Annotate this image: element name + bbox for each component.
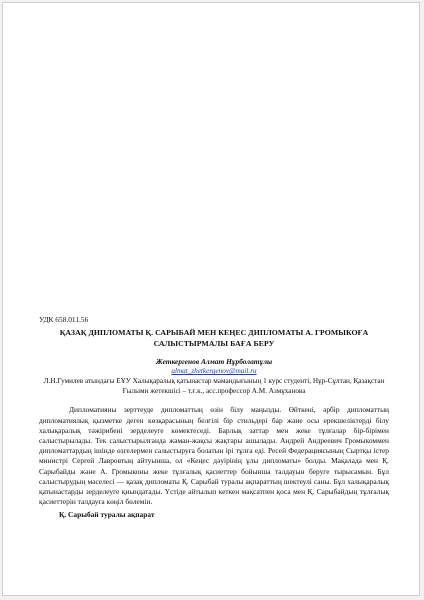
- author-name: Жеткергенов Алмат Нұрболатұлы: [155, 357, 273, 367]
- body-paragraph: Дипломатияны зерттеуде дипломаттың өзін білу маңызды. Өйткені, әрбір дипломаттың дипломатиялық қызметке деген көзқарасының белгілі бір стильдері бар және осы ерекшеліктерді білу халықаралық тәжірибені зерделеуге көмектеседі. Барлық заттар мен жеке тұлғалар бір-бірімен салыстырылады. Тек салыстырылғанда жаман-жақсы жақтары ашылады. Андрей Андреевич Громыкоммен дипломаттардың ішінде өзгелермен салыстыруға болатын ірі тұлға еді. Ресей Федерациясының Сыртқы істер министрі Сергей Лавровтың айтуынша, ол «Кеңес дәуірінің ұлы дипломаты» болды. Мақалада мен Қ. Сарыбайды және А. Громыконы жеке тұлғалық қасиеттер бойынша талдауын беруге тырысамын. Бұл салыстырудың мәселесі — қазақ дипломаты Қ. Сарыбай туралы ақпараттың шектеулі саны. Бұл халықаралық қатынастарды зерделеуге қиындатады. Үстіде айтылып кеткен мақсатпен қоса мен Қ. Сарыбайдың тұлғалық қасиеттерін талдауға көңіл бөлемін.: [39, 405, 389, 507]
- udk-code: УДК 658.011.56: [39, 315, 89, 324]
- author-block: [39, 357, 389, 397]
- document-content: [39, 315, 389, 521]
- paper-title: ҚАЗАҚ ДИПЛОМАТЫ Қ. САРЫБАЙ МЕН КЕҢЕС ДИПЛОМАТЫ А. ГРОМЫКОҒА САЛЫСТЫРМАЛЫ БАҒА БЕРУ: [59, 328, 369, 348]
- section-heading: Қ. Сарыбай туралы ақпарат: [59, 510, 155, 520]
- document-page: [2, 2, 420, 596]
- supervisor-line: Ғылыми жетекшісі – т.ғ.к., асс.профессор А.М. Азмұханова: [122, 387, 306, 396]
- author-affiliation: Л.Н.Гумилев атындағы ЕҰУ Халықаралық қатынастар мамандығының 1 курс студенті, Нұр-Сұлтан, Қазақстан: [43, 377, 385, 386]
- author-email-link[interactable]: almat_zhetkergenov@mail.ru: [171, 367, 257, 376]
